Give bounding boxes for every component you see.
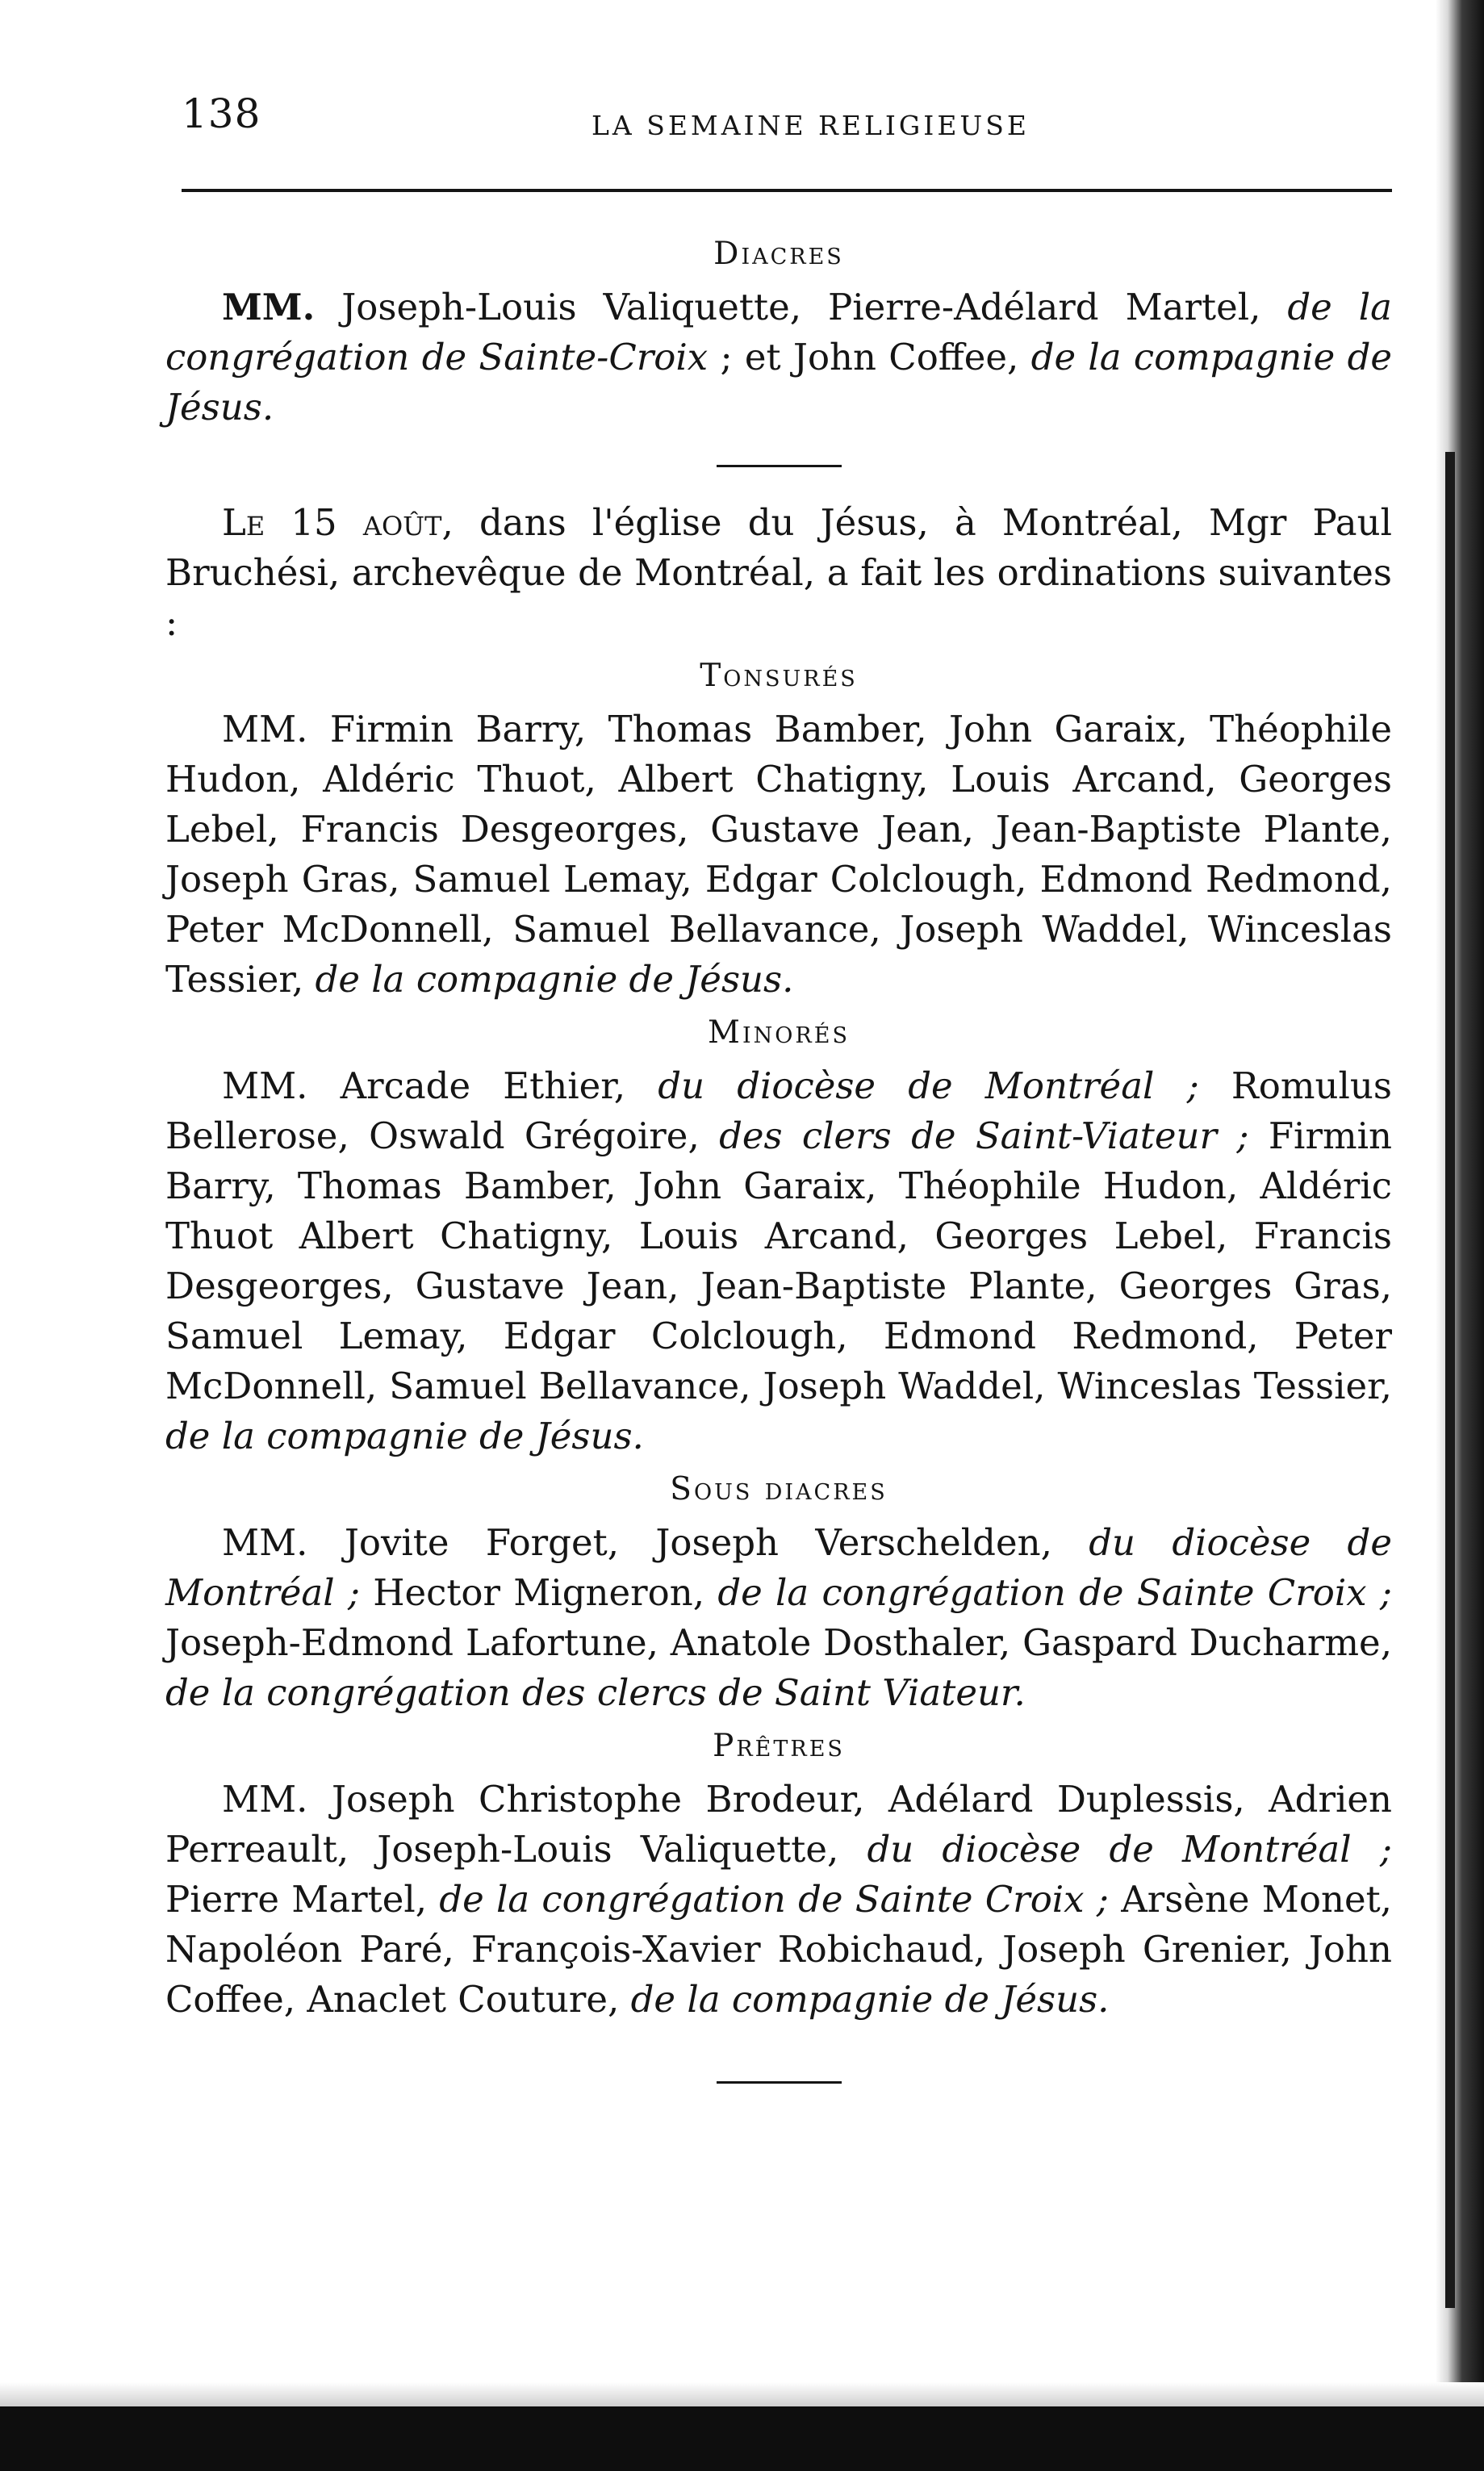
section-title-tonsures: Tonsurés: [700, 658, 858, 694]
affiliation-text: de la compagnie de Jésus.: [315, 958, 794, 1001]
names-text: Firmin Barry, Thomas Bamber, John Garaix, Théophile Hudon, Aldéric Thuot Albert Chatigny, Louis Arcand, Georges Lebel, Francis Desgeorges, Gustave Jean, Jean-Baptiste Plante, Georges Gras, Samuel Lemay, Edgar Colclough, Edmond Redmond, Peter McDonnell, Samuel Bellavance, Joseph Waddel, Winceslas Tessier,: [165, 1114, 1392, 1407]
names-text: Joseph-Louis Valiquette, Pierre-Adélard Martel,: [341, 286, 1261, 328]
names-text: Joseph Christophe Brodeur, Adélard Duplessis, Adrien Perreault, Joseph-Louis Valiquette,: [165, 1778, 1392, 1871]
affiliation-text: de la compagnie de Jésus.: [630, 1978, 1110, 2021]
affiliation-text: du diocèse de Montréal ;: [658, 1064, 1199, 1107]
section-title-diacres: Diacres: [713, 236, 844, 272]
affiliation-text: de la congrégation de Sainte-Croix: [165, 286, 1392, 378]
mm-label: MM.: [222, 286, 316, 328]
paragraph-pretres: [165, 1775, 1392, 2025]
names-text: Joseph-Edmond Lafortune, Anatole Dosthaler, Gaspard Ducharme,: [165, 1621, 1392, 1664]
affiliation-text: du diocèse de Montréal ;: [165, 1521, 1392, 1614]
affiliation-text: de la congrégation de Sainte Croix ;: [717, 1571, 1392, 1614]
intro-le: Le: [222, 501, 265, 544]
intro-text: , dans l'église du Jésus, à Montréal, Mgr Paul Bruchési, archevêque de Montréal, a fait les ordinations suivantes :: [165, 501, 1392, 644]
paragraph-tonsures: [165, 705, 1392, 1005]
scan-edge-right: [1436, 0, 1484, 2471]
running-title: LA SEMAINE RELIGIEUSE: [592, 110, 1030, 141]
affiliation-text: du diocèse de Montréal ;: [867, 1828, 1392, 1871]
affiliation-text: de la compagnie de Jésus.: [165, 336, 1393, 429]
mm-label: MM.: [222, 708, 308, 750]
section-title-pretres: Prêtres: [713, 1728, 845, 1764]
scan-edge-bottom-fade: [0, 2382, 1484, 2406]
paragraph-minores: [165, 1061, 1392, 1461]
names-text: Firmin Barry, Thomas Bamber, John Garaix, Théophile Hudon, Aldéric Thuot, Albert Chatigny, Louis Arcand, Georges Lebel, Francis Desgeorges, Gustave Jean, Jean-Baptiste Plante, Joseph Gras, Samuel Lemay, Edgar Colclough, Edmond Redmond, Peter McDonnell, Samuel Bellavance, Joseph Waddel, Winceslas Tessier,: [165, 708, 1392, 1001]
names-text: Pierre Martel,: [165, 1878, 428, 1921]
mm-label: MM.: [222, 1778, 308, 1821]
header-rule: [182, 189, 1392, 192]
affiliation-text: de la compagnie de Jésus.: [165, 1415, 644, 1457]
section-title-minores: Minorés: [708, 1014, 850, 1051]
affiliation-text: des clers de Saint-Viateur ;: [719, 1114, 1249, 1157]
page-number: 138: [182, 90, 261, 137]
scan-edge-bottom: [0, 2406, 1484, 2471]
paragraph-diacres: [165, 282, 1392, 433]
intro-date: 15 août: [291, 501, 442, 544]
mm-label: MM.: [222, 1521, 308, 1564]
mm-label: MM.: [222, 1064, 308, 1107]
affiliation-text: de la congrégation de Sainte Croix ;: [439, 1878, 1109, 1921]
names-text: ; et John Coffee,: [720, 336, 1019, 378]
end-divider: [717, 2081, 842, 2084]
names-text: Arcade Ethier,: [340, 1064, 626, 1107]
section-title-sous-diacres: Sous diacres: [670, 1471, 888, 1507]
names-text: Jovite Forget, Joseph Verschelden,: [344, 1521, 1052, 1564]
page-content: [165, 226, 1392, 2084]
names-text: Romulus Bellerose, Oswald Grégoire,: [165, 1064, 1393, 1157]
running-head: [182, 90, 1392, 147]
affiliation-text: de la congrégation des clercs de Saint Viateur.: [165, 1671, 1026, 1714]
scan-edge-line: [1445, 452, 1455, 2308]
section-divider: [717, 465, 842, 467]
paragraph-sous-diacres: [165, 1518, 1392, 1718]
names-text: Arsène Monet, Napoléon Paré, François-Xavier Robichaud, Joseph Grenier, John Coffee, Anaclet Couture,: [165, 1878, 1392, 2021]
names-text: Hector Migneron,: [373, 1571, 705, 1614]
paragraph-intro: [165, 498, 1392, 648]
